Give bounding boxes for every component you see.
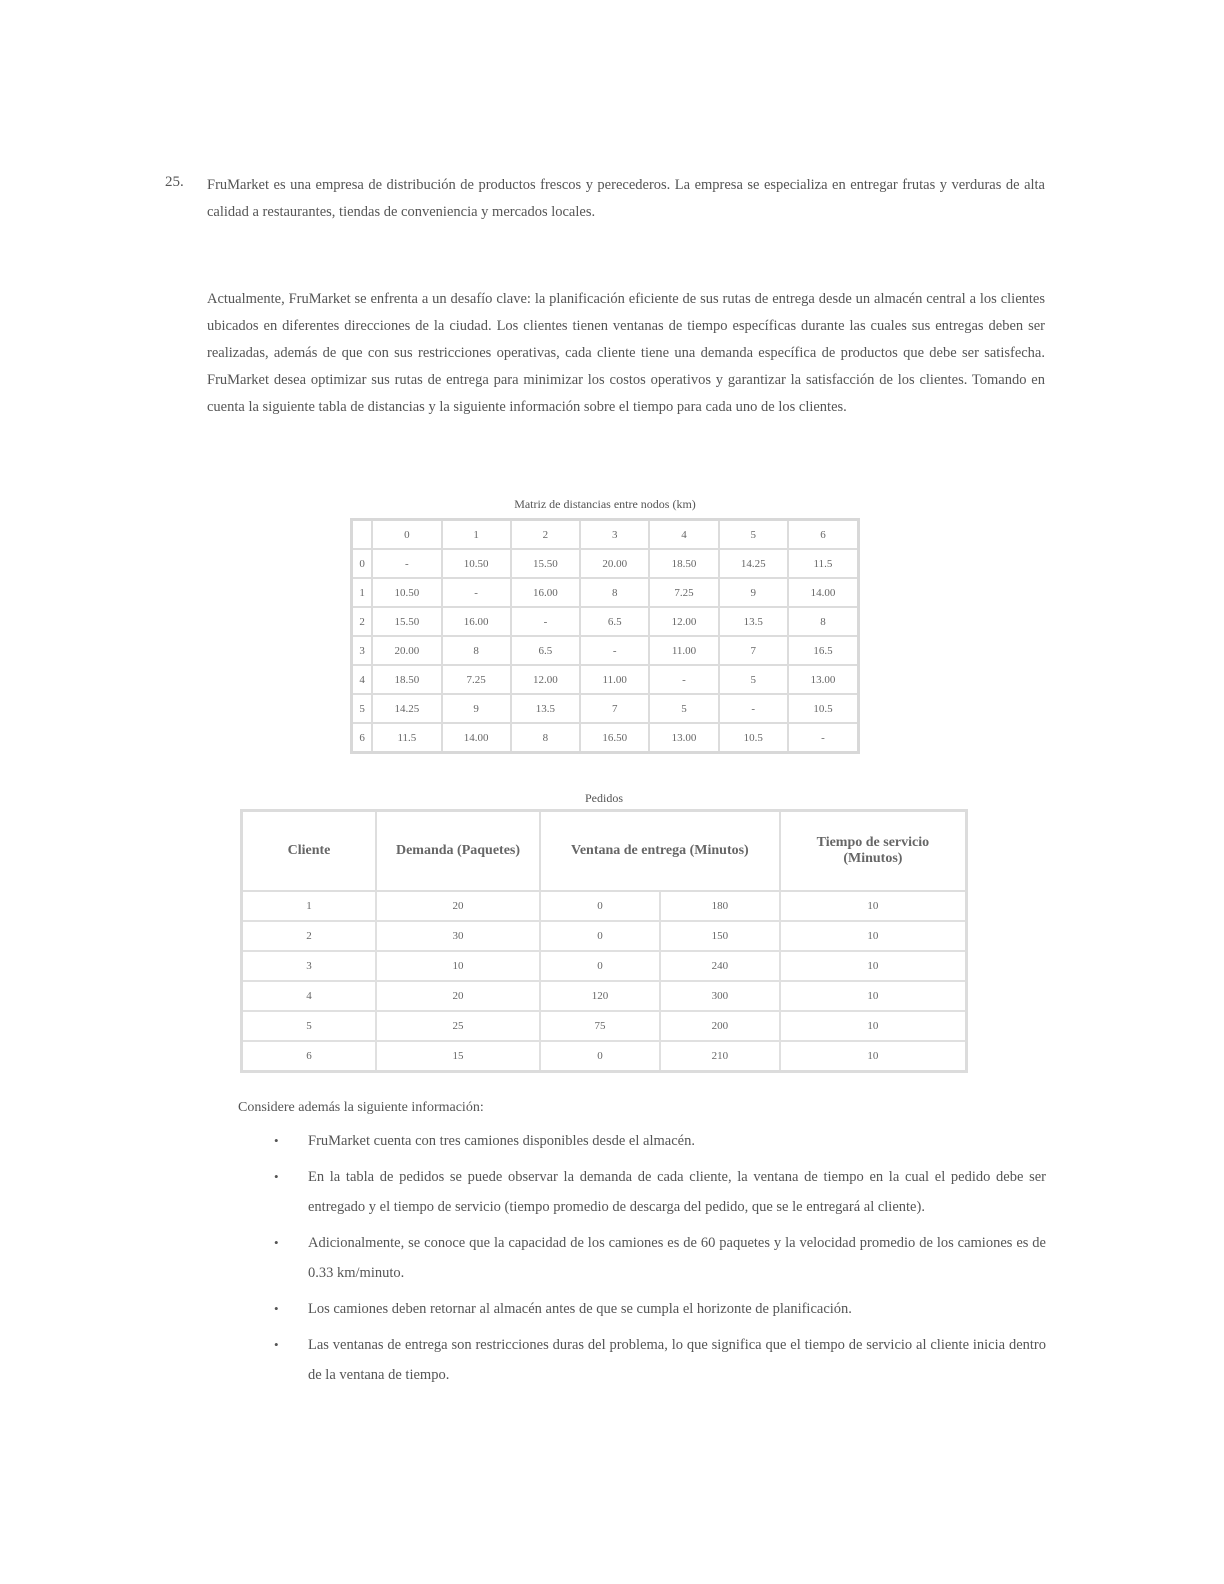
distance-cell: 16.5 <box>788 636 859 665</box>
distance-cell: 8 <box>788 607 859 636</box>
orders-table <box>240 809 968 1073</box>
distance-cell: 18.50 <box>372 665 441 694</box>
distance-cell: 6.5 <box>580 607 649 636</box>
service-header: Tiempo de servicio (Minutos) <box>780 811 967 892</box>
notes-list <box>268 1126 1046 1396</box>
demand-cell: 20 <box>376 981 540 1011</box>
distance-cell: 10.50 <box>442 549 511 578</box>
distance-cell: 6.5 <box>511 636 580 665</box>
orders-table-body <box>242 891 967 1072</box>
orders-row <box>242 951 967 981</box>
distance-header-cell: 3 <box>580 520 649 550</box>
note-item <box>268 1294 1046 1324</box>
distance-cell: 11.5 <box>788 549 859 578</box>
distance-cell: 10.5 <box>719 723 788 753</box>
distance-cell: 10.5 <box>788 694 859 723</box>
bullet-icon: • <box>274 1133 279 1148</box>
distance-row-label: 4 <box>352 665 373 694</box>
note-item <box>268 1162 1046 1222</box>
client-cell: 6 <box>242 1041 377 1072</box>
client-cell: 5 <box>242 1011 377 1041</box>
demand-cell: 30 <box>376 921 540 951</box>
distance-cell: 10.50 <box>372 578 441 607</box>
distance-cell: 9 <box>719 578 788 607</box>
distance-header-cell <box>352 520 373 550</box>
distance-cell: 16.00 <box>511 578 580 607</box>
distance-cell: 20.00 <box>372 636 441 665</box>
orders-row <box>242 891 967 921</box>
demand-cell: 10 <box>376 951 540 981</box>
distance-header-cell: 5 <box>719 520 788 550</box>
window-end-cell: 300 <box>660 981 780 1011</box>
note-text: Los camiones deben retornar al almacén antes de que se cumpla el horizonte de planificación. <box>308 1301 852 1317</box>
distance-cell: 14.25 <box>372 694 441 723</box>
service-time-cell: 10 <box>780 981 967 1011</box>
note-text: En la tabla de pedidos se puede observar la demanda de cada cliente, la ventana de tiempo en la cual el pedido debe ser entregado y el tiempo de servicio (tiempo promedio de descarga del pedido, que se le entregará al cliente). <box>308 1169 1046 1215</box>
distance-table <box>350 518 860 754</box>
client-header: Cliente <box>242 811 377 892</box>
distance-cell: 8 <box>511 723 580 753</box>
distance-row-label: 2 <box>352 607 373 636</box>
orders-table-caption: Pedidos <box>584 791 623 805</box>
service-time-cell: 10 <box>780 891 967 921</box>
question-number: 25. <box>165 174 184 190</box>
distance-table-body <box>352 549 859 753</box>
distance-cell: 5 <box>649 694 718 723</box>
notes-intro: Considere además la siguiente información: <box>238 1100 484 1115</box>
distance-cell: 16.00 <box>442 607 511 636</box>
bullet-icon: • <box>274 1235 279 1250</box>
distance-cell: - <box>649 665 718 694</box>
service-time-cell: 10 <box>780 921 967 951</box>
distance-cell: 11.5 <box>372 723 441 753</box>
distance-row-label: 1 <box>352 578 373 607</box>
distance-row-label: 0 <box>352 549 373 578</box>
distance-cell: 14.00 <box>788 578 859 607</box>
distance-cell: 13.00 <box>649 723 718 753</box>
window-header: Ventana de entrega (Minutos) <box>540 811 780 892</box>
window-start-cell: 0 <box>540 921 660 951</box>
distance-header-cell: 6 <box>788 520 859 550</box>
distance-cell: 15.50 <box>372 607 441 636</box>
orders-row <box>242 981 967 1011</box>
orders-row <box>242 1011 967 1041</box>
distance-cell: - <box>511 607 580 636</box>
distance-header-cell: 0 <box>372 520 441 550</box>
window-end-cell: 180 <box>660 891 780 921</box>
distance-row <box>352 723 859 753</box>
distance-table-caption: Matriz de distancias entre nodos (km) <box>514 497 696 511</box>
demand-cell: 25 <box>376 1011 540 1041</box>
distance-row <box>352 694 859 723</box>
service-time-cell: 10 <box>780 1011 967 1041</box>
note-text: FruMarket cuenta con tres camiones disponibles desde el almacén. <box>308 1133 695 1149</box>
bullet-icon: • <box>274 1337 279 1352</box>
note-text: Las ventanas de entrega son restricciones duras del problema, lo que significa que el tiempo de servicio al cliente inicia dentro de la ventana de tiempo. <box>308 1337 1046 1383</box>
distance-cell: 8 <box>580 578 649 607</box>
window-start-cell: 0 <box>540 891 660 921</box>
distance-cell: 13.5 <box>511 694 580 723</box>
window-start-cell: 0 <box>540 951 660 981</box>
distance-cell: 7.25 <box>442 665 511 694</box>
client-cell: 3 <box>242 951 377 981</box>
distance-header-cell: 2 <box>511 520 580 550</box>
window-end-cell: 240 <box>660 951 780 981</box>
distance-cell: 13.00 <box>788 665 859 694</box>
service-time-cell: 10 <box>780 951 967 981</box>
distance-row <box>352 636 859 665</box>
distance-cell: 11.00 <box>580 665 649 694</box>
bullet-icon: • <box>274 1169 279 1184</box>
distance-cell: 12.00 <box>511 665 580 694</box>
distance-cell: 14.00 <box>442 723 511 753</box>
distance-cell: 5 <box>719 665 788 694</box>
distance-row <box>352 578 859 607</box>
client-cell: 4 <box>242 981 377 1011</box>
distance-row-label: 3 <box>352 636 373 665</box>
distance-header-cell: 4 <box>649 520 718 550</box>
distance-cell: 18.50 <box>649 549 718 578</box>
distance-cell: - <box>719 694 788 723</box>
window-end-cell: 150 <box>660 921 780 951</box>
distance-cell: 7 <box>580 694 649 723</box>
distance-cell: 12.00 <box>649 607 718 636</box>
note-item <box>268 1330 1046 1390</box>
distance-row-label: 6 <box>352 723 373 753</box>
client-cell: 1 <box>242 891 377 921</box>
orders-header-row <box>242 811 967 892</box>
window-start-cell: 120 <box>540 981 660 1011</box>
distance-cell: - <box>442 578 511 607</box>
orders-row <box>242 921 967 951</box>
bullet-icon: • <box>274 1301 279 1316</box>
distance-cell: - <box>372 549 441 578</box>
distance-cell: 13.5 <box>719 607 788 636</box>
distance-row <box>352 607 859 636</box>
distance-cell: 20.00 <box>580 549 649 578</box>
problem-paragraph: Actualmente, FruMarket se enfrenta a un desafío clave: la planificación eficiente de sus rutas de entrega desde un almacén central a los clientes ubicados en diferentes direcciones de la ciudad. Los clientes tienen ventanas de tiempo específicas durante las cuales sus entregas deben ser realizadas, además de que con sus restricciones operativas, cada cliente tiene una demanda específica de productos que debe ser satisfecha. FruMarket desea optimizar sus rutas de entrega para minimizar los costos operativos y garantizar la satisfacción de los clientes. Tomando en cuenta la siguiente tabla de distancias y la siguiente información sobre el tiempo para cada uno de los clientes. <box>207 291 1045 415</box>
demand-cell: 20 <box>376 891 540 921</box>
distance-row-label: 5 <box>352 694 373 723</box>
distance-cell: 11.00 <box>649 636 718 665</box>
window-start-cell: 75 <box>540 1011 660 1041</box>
distance-cell: - <box>580 636 649 665</box>
distance-header-row <box>352 520 859 550</box>
distance-cell: 9 <box>442 694 511 723</box>
distance-cell: 7.25 <box>649 578 718 607</box>
distance-cell: 7 <box>719 636 788 665</box>
distance-cell: - <box>788 723 859 753</box>
demand-header: Demanda (Paquetes) <box>376 811 540 892</box>
window-start-cell: 0 <box>540 1041 660 1072</box>
note-item <box>268 1126 1046 1156</box>
distance-cell: 14.25 <box>719 549 788 578</box>
distance-cell: 8 <box>442 636 511 665</box>
distance-cell: 16.50 <box>580 723 649 753</box>
orders-row <box>242 1041 967 1072</box>
window-end-cell: 200 <box>660 1011 780 1041</box>
demand-cell: 15 <box>376 1041 540 1072</box>
distance-row <box>352 665 859 694</box>
distance-row <box>352 549 859 578</box>
note-text: Adicionalmente, se conoce que la capacidad de los camiones es de 60 paquetes y la velocidad promedio de los camiones es de 0.33 km/minuto. <box>308 1235 1046 1281</box>
service-time-cell: 10 <box>780 1041 967 1072</box>
window-end-cell: 210 <box>660 1041 780 1072</box>
client-cell: 2 <box>242 921 377 951</box>
distance-cell: 15.50 <box>511 549 580 578</box>
distance-header-cell: 1 <box>442 520 511 550</box>
intro-paragraph: FruMarket es una empresa de distribución de productos frescos y perecederos. La empresa se especializa en entregar frutas y verduras de alta calidad a restaurantes, tiendas de conveniencia y mercados locales. <box>207 177 1045 220</box>
note-item <box>268 1228 1046 1288</box>
